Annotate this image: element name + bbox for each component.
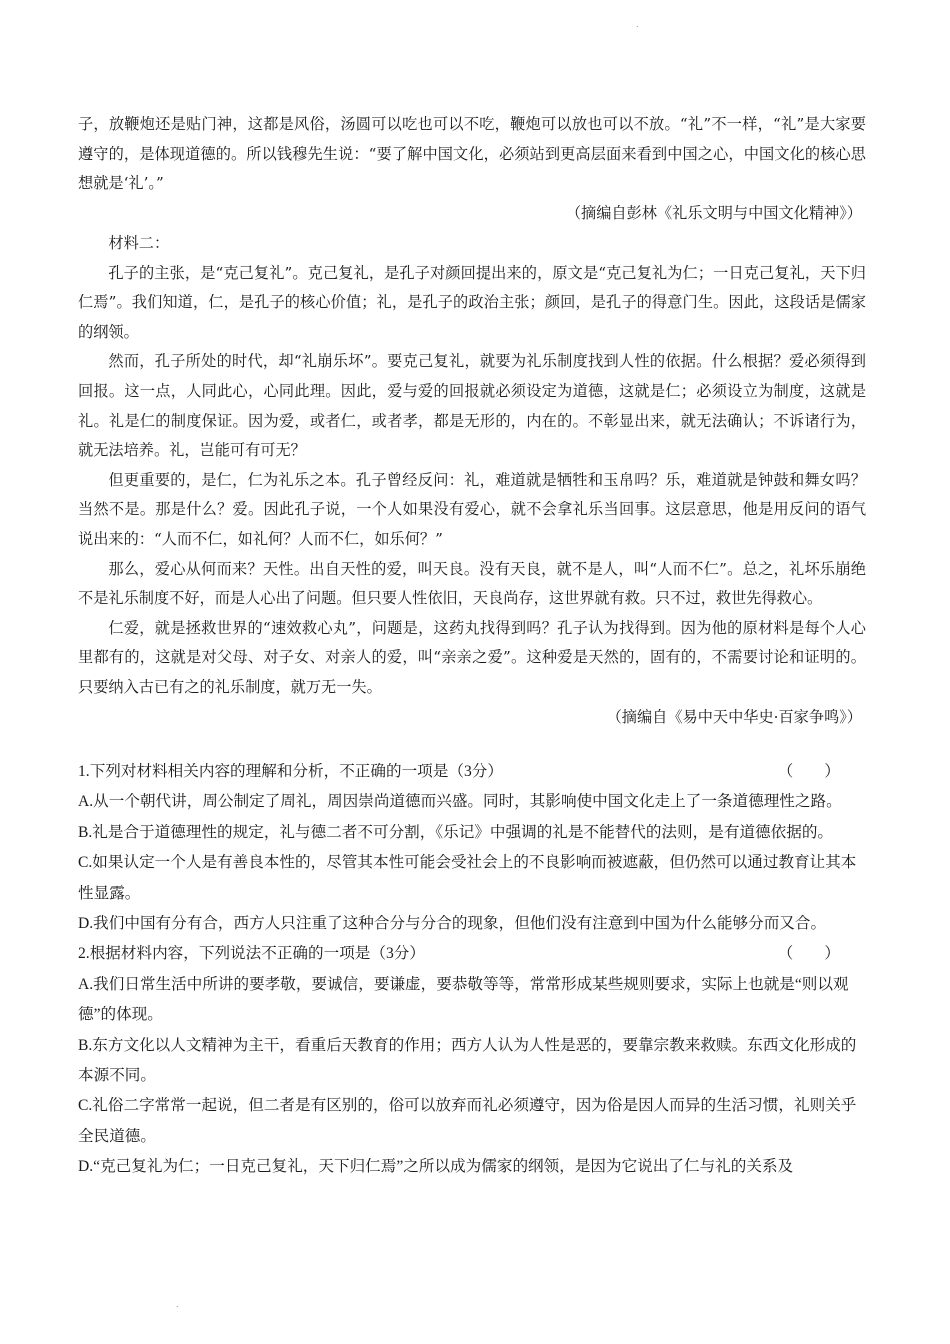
- material-two-paragraph: 仁爱，就是拯救世界的“速效救心丸”，问题是，这药丸找得到吗？孔子认为找得到。因为他的原材料是每个人心里都有的，这就是对父母、对子女、对亲人的爱，叫“亲亲之爱”。这种爱是天然的，固有的，不需要讨论和证明的。只要纳入古已有之的礼乐制度，就万无一失。: [78, 618, 866, 696]
- question-2-option-d: D.“克己复礼为仁；一日克己复礼，天下归仁焉”之所以成为儒家的纲领，是因为它说出了仁与礼的关系及: [78, 1158, 794, 1176]
- question-2-option-b: B.东方文化以人文精神为主干，看重后天教育的作用；西方人认为人性是恶的，要靠宗教来救赎。东西文化形成的本源不同。: [78, 1036, 857, 1085]
- material-two: [78, 229, 866, 732]
- material-one-tail: [78, 110, 866, 228]
- material-one-paragraph: 子，放鞭炮还是贴门神，这都是风俗，汤圆可以吃也可以不吃，鞭炮可以放也可以不放。“礼”不一样，“礼”是大家要遵守的，是体现道德的。所以钱穆先生说：“要了解中国文化，必须站到更高层面来看到中国之心，中国文化的核心思想就是‘礼’。”: [78, 115, 866, 193]
- material-two-paragraph: 那么，爱心从何而来？天性。出自天性的爱，叫天良。没有天良，就不是人，叫“人而不仁”。总之，礼坏乐崩绝不是礼乐制度不好，而是人心出了问题。但只要人性依旧，天良尚存，这世界就有救。只不过，救世先得救心。: [78, 559, 866, 608]
- question-1-answer-blank[interactable]: （ ）: [777, 763, 840, 780]
- bottom-mark: .: [176, 1300, 179, 1309]
- question-1-option-a: A.从一个朝代讲，周公制定了周礼，周因崇尚道德而兴盛。同时，其影响使中国文化走上了一条道德理性之路。: [78, 793, 842, 811]
- top-mark: .: [636, 20, 639, 29]
- material-two-heading: 材料二：: [108, 234, 170, 252]
- question-1-option-d: D.我们中国有分有合，西方人只注重了这种合分与分合的现象，但他们没有注意到中国为什么能够分而又合。: [78, 915, 827, 933]
- question-1-option-b: B.礼是合于道德理性的规定，礼与德二者不可分割，《乐记》中强调的礼是不能替代的法则，是有道德依据的。: [78, 823, 834, 841]
- material-two-source: （摘编自《易中天中华史·百家争鸣》）: [606, 707, 862, 726]
- question-2-answer-blank[interactable]: （ ）: [777, 945, 840, 963]
- question-2-text: 2.根据材料内容，下列说法不正确的一项是（3分）: [78, 945, 425, 963]
- question-1-option-c: C.如果认定一个人是有善良本性的，尽管其本性可能会受社会上的不良影响而被遮蔽，但仍然可以通过教育让其本性显露。: [78, 854, 857, 902]
- material-two-paragraph: 但更重要的，是仁，仁为礼乐之本。孔子曾经反问：礼，难道就是牺牲和玉帛吗？乐，难道就是钟鼓和舞女吗？当然不是。那是什么？爱。因此孔子说，一个人如果没有爱心，就不会拿礼乐当回事。这层意思，他是用反问的语气说出来的：“人而不仁，如礼何？人而不仁，如乐何？”: [78, 470, 866, 548]
- material-two-paragraph: 然而，孔子所处的时代，却“礼崩乐坏”。要克己复礼，就要为礼乐制度找到人性的依据。什么根据？爱必须得到回报。这一点，人同此心，心同此理。因此，爱与爱的回报就必须设定为道德，这就是仁；必须设立为制度，这就是礼。礼是仁的制度保证。因为爱，或者仁，或者孝，都是无形的，内在的。不彰显出来，就无法确认；不诉诸行为，就无法培养。礼，岂能可有可无？: [78, 352, 866, 460]
- question-1-stem: [78, 757, 866, 787]
- questions: [78, 757, 866, 1183]
- material-two-paragraph: 孔子的主张，是“克己复礼”。克己复礼，是孔子对颜回提出来的，原文是“克己复礼为仁；一日克己复礼，天下归仁焉”。我们知道，仁，是孔子的核心价值；礼，是孔子的政治主张；颜回，是孔子的得意门生。因此，这段话是儒家的纲领。: [78, 263, 866, 341]
- material-one-source: （摘编自彭林《礼乐文明与中国文化精神》）: [565, 203, 862, 222]
- question-2-option-a: A.我们日常生活中所讲的要孝敬，要诚信，要谦虚，要恭敬等等，常常形成某些规则要求，实际上也就是“则以观德”的体现。: [78, 975, 849, 1024]
- question-2-stem: [78, 939, 866, 969]
- question-1-text: 1.下列对材料相关内容的理解和分析，不正确的一项是（3分）: [78, 763, 503, 780]
- question-2-option-c: C.礼俗二字常常一起说，但二者是有区别的，俗可以放弃而礼必须遵守，因为俗是因人而异的生活习惯，礼则关乎全民道德。: [78, 1097, 857, 1145]
